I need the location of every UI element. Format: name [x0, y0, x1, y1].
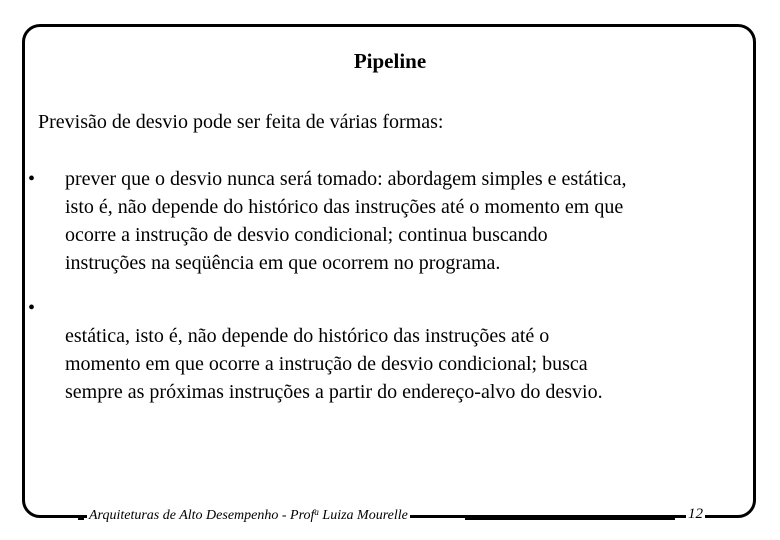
bullet-marker: • [28, 168, 36, 190]
bullet-text-1 [65, 165, 626, 277]
bullet-text-2 [65, 294, 603, 406]
bullet-line: estática, isto é, não depende do histórico das instruções até o [65, 325, 550, 347]
bullet-line: isto é, não depende do histórico das instruções até o momento em que [65, 196, 624, 218]
slide-title: Pipeline [353, 49, 427, 73]
bullet-marker: • [28, 297, 36, 319]
bullet-line: ocorre a instrução de desvio condicional; continua buscando [65, 224, 548, 246]
intro-text: Previsão de desvio pode ser feita de várias formas: [38, 111, 444, 133]
bullet-line: momento em que ocorre a instrução de desvio condicional; busca [65, 353, 588, 375]
footer-title-superscript: a [314, 507, 319, 517]
footer-divider-left [78, 517, 84, 520]
bullet-line: sempre as próximas instruções a partir do endereço-alvo do desvio. [65, 381, 603, 403]
bullet-line [65, 294, 603, 322]
bullet-line: instruções na seqüência em que ocorrem no programa. [65, 252, 501, 274]
footer-course-text [87, 506, 410, 526]
footer-divider-right [465, 517, 675, 520]
bullet-line: prever que o desvio nunca será tomado: abordagem simples e estática, [65, 168, 627, 190]
page-number: 12 [688, 506, 703, 522]
footer-course-prefix: Arquiteturas de Alto Desempenho - Prof [89, 508, 315, 523]
footer-author: Luiza Mourelle [318, 508, 408, 523]
